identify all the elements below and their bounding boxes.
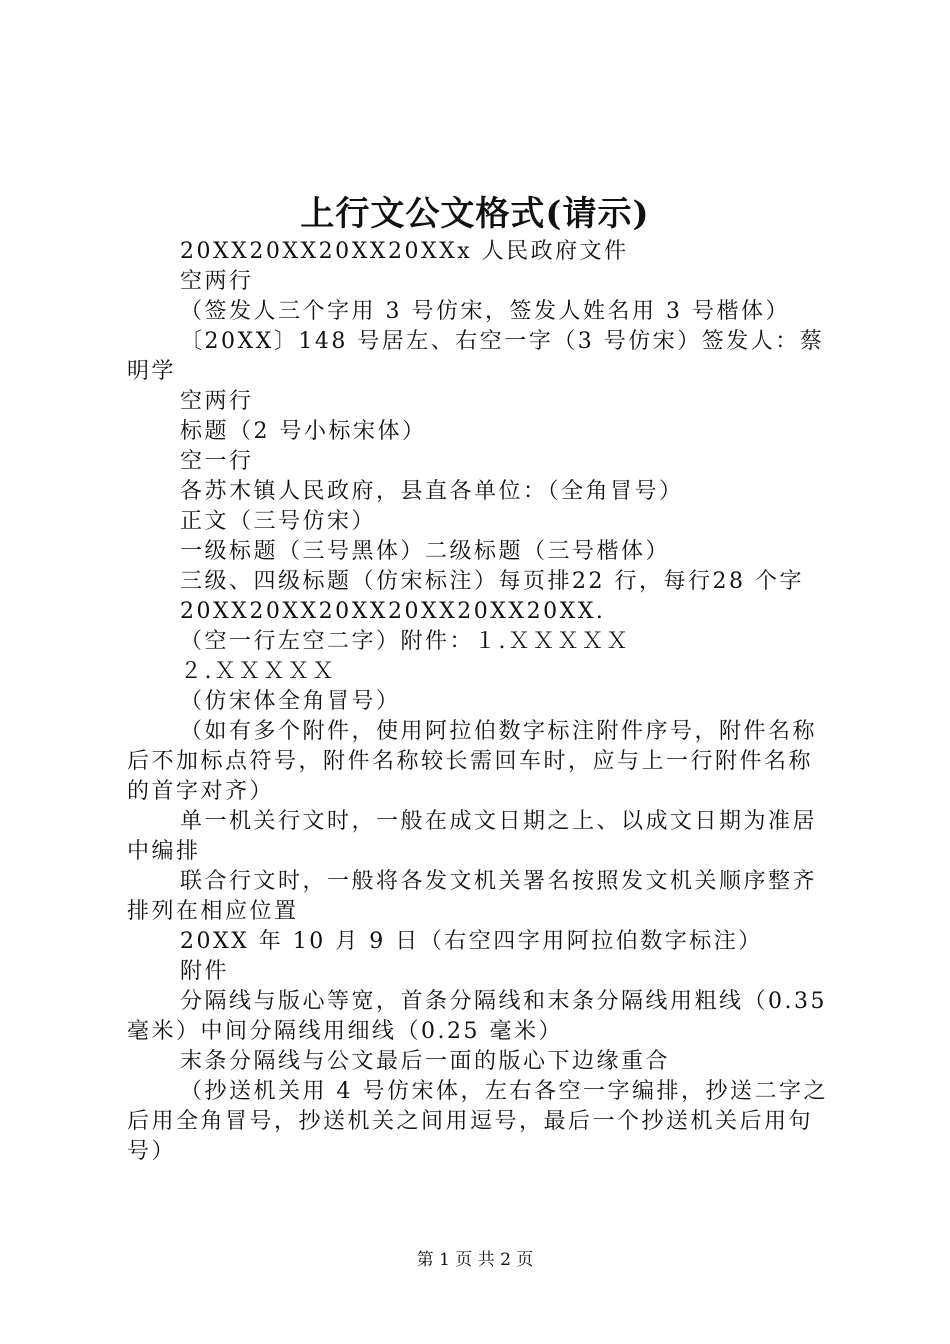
paragraph: 附件 bbox=[180, 959, 230, 984]
paragraph: 三级、四级标题（仿宋标注）每页排22 行，每行28 个字 bbox=[180, 569, 804, 594]
paragraph: （如有多个附件，使用阿拉伯数字标注附件序号，附件名称后不加标点符号，附件名称较长需回车时，应与上一行附件名称的首字对齐） bbox=[127, 719, 818, 804]
document-title: 上行文公文格式(请示) bbox=[300, 194, 650, 234]
document-body bbox=[127, 237, 835, 1167]
paragraph: （仿宋体全角冒号） bbox=[180, 689, 401, 714]
paragraph: （抄送机关用 4 号仿宋体，左右各空一字编排，抄送二字之后用全角冒号，抄送机关之间用逗号，最后一个抄送机关后用句号） bbox=[127, 1079, 828, 1164]
paragraph: 各苏木镇人民政府，县直各单位：（全角冒号） bbox=[180, 479, 684, 504]
paragraph: 20XX20XX20XX20XX20XX20XX. bbox=[180, 599, 606, 624]
paragraph: （签发人三个字用 3 号仿宋，签发人姓名用 3 号楷体） bbox=[180, 299, 790, 324]
paragraph: 20XX20XX20XX20XXx 人民政府文件 bbox=[180, 239, 629, 264]
paragraph: 标题（2 号小标宋体） bbox=[180, 419, 427, 444]
paragraph: 〔20XX〕148 号居左、右空一字（3 号仿宋）签发人：蔡明学 bbox=[127, 329, 825, 384]
paragraph: 空两行 bbox=[180, 389, 254, 414]
page-footer: 第 1 页 共 2 页 bbox=[416, 1250, 534, 1270]
paragraph: （空一行左空二字）附件：１.ＸＸＸＸＸ bbox=[180, 629, 631, 654]
paragraph: 空两行 bbox=[180, 269, 254, 294]
paragraph: 一级标题（三号黑体）二级标题（三号楷体） bbox=[180, 539, 671, 564]
paragraph: 联合行文时，一般将各发文机关署名按照发文机关顺序整齐排列在相应位置 bbox=[127, 869, 818, 924]
paragraph: 分隔线与版心等宽，首条分隔线和末条分隔线用粗线（0.35 毫米）中间分隔线用细线（0.25 毫米） bbox=[127, 989, 827, 1044]
paragraph: 空一行 bbox=[180, 449, 254, 474]
paragraph: ２.ＸＸＸＸＸ bbox=[180, 659, 337, 684]
paragraph: 20XX 年 10 月 9 日（右空四字用阿拉伯数字标注） bbox=[180, 929, 763, 954]
paragraph: 单一机关行文时，一般在成文日期之上、以成文日期为准居中编排 bbox=[127, 809, 818, 864]
paragraph: 正文（三号仿宋） bbox=[180, 509, 377, 534]
paragraph: 末条分隔线与公文最后一面的版心下边缘重合 bbox=[180, 1049, 671, 1074]
